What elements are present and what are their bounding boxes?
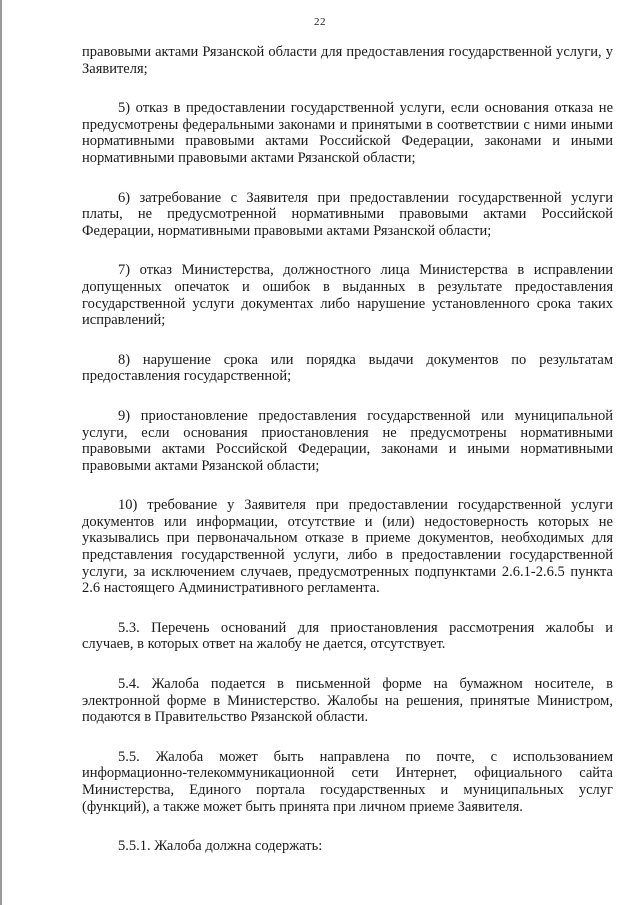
paragraph-item-6: 6) затребование с Заявителя при предоставлении государственной услуги платы, не предусмотренной нормативными правовыми актами Российской Федерации, нормативными правовыми актами Рязанской области; [82,189,613,239]
paragraph-item-8: 8) нарушение срока или порядка выдачи документов по результатам предоставления государственной; [82,351,613,385]
paragraph-item-5: 5) отказ в предоставлении государственной услуги, если основания отказа не предусмотрены федеральными законами и принятыми в соответствии с ними иными нормативными правовыми актами Российской Федерации, законами и иными нормативными правовыми актами Рязанской области; [82,100,613,166]
paragraph-item-9: 9) приостановление предоставления государственной или муниципальной услуги, если основания приостановления не предусмотрены нормативными правовыми актами Российской Федерации, законами и иными нормативными правовыми актами Рязанской области; [82,407,613,474]
paragraph-item-10: 10) требование у Заявителя при предоставлении государственной услуги документов или информации, отсутствие и (или) недостоверность которых не указывались при первоначальном отказе в приеме документов, необходимых для представления государственной услуги, либо в предоставлении государственной услуги, за исключением случаев, предусмотренных подпунктами 2.6.1-2.6.5 пункта 2.6 настоящего Административного регламента. [82,497,613,597]
paragraph-5-5-1: 5.5.1. Жалоба должна содержать: [118,838,323,855]
scan-edge [0,0,2,905]
paragraph-5-4: 5.4. Жалоба подается в письменной форме на бумажном носителе, в электронной форме в Министерство. Жалобы на решения, принятые Министром, подаются в Правительство Рязанской области. [82,676,613,726]
paragraph-item-7: 7) отказ Министерства, должностного лица Министерства в исправлении допущенных опечаток и ошибок в выданных в результате предоставления государственной услуги документах либо нарушение установленного срока таких исправлений; [82,262,613,329]
page-number: 22 [314,16,326,28]
paragraph-5-3: 5.3. Перечень оснований для приостановления рассмотрения жалобы и случаев, в которых ответ на жалобу не дается, отсутствует. [82,619,613,653]
document-body [82,44,613,878]
paragraph-5-5: 5.5. Жалоба может быть направлена по почте, с использованием информационно-телекоммуникационной сети Интернет, официального сайта Министерства, Единого портала государственных и муниципальных услуг (функций), а также может быть принята при личном приеме Заявителя. [82,748,613,815]
paragraph-continued: правовыми актами Рязанской области для предоставления государственной услуги, у Заявителя; [82,44,613,77]
